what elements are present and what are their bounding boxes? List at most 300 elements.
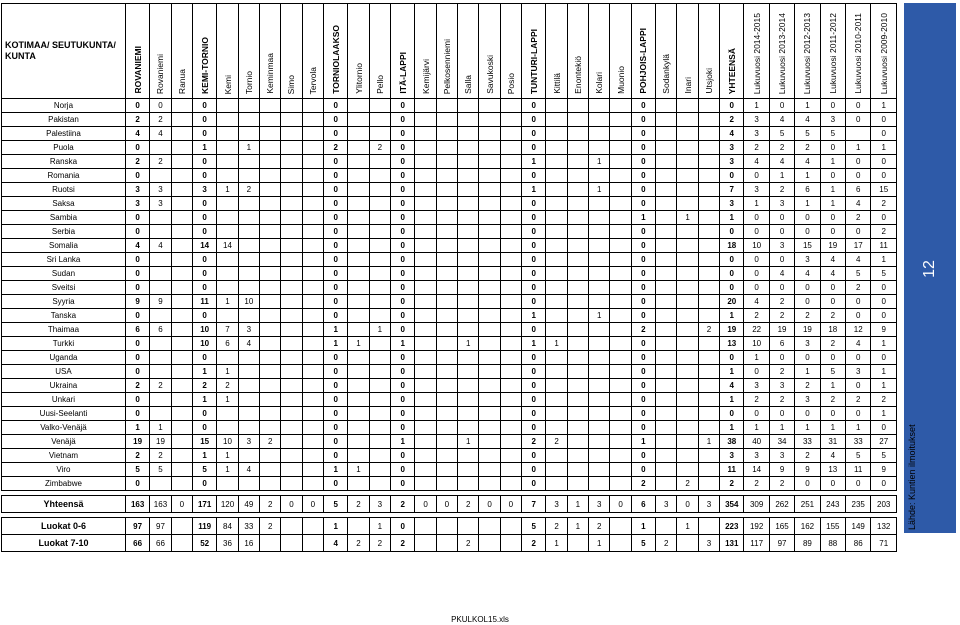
table-cell xyxy=(479,407,500,421)
table-cell: 0 xyxy=(192,267,216,281)
table-cell xyxy=(415,379,436,393)
table-cell: 0 xyxy=(631,379,655,393)
row-label: Ranska xyxy=(2,155,126,169)
table-cell xyxy=(260,295,281,309)
table-cell xyxy=(656,365,677,379)
table-cell: 1 xyxy=(546,337,567,351)
row-label: Sri Lanka xyxy=(2,253,126,267)
table-cell xyxy=(589,127,610,141)
row-label: Viro xyxy=(2,463,126,477)
table-cell: 97 xyxy=(769,535,794,552)
table-cell: 2 xyxy=(744,141,769,155)
table-cell xyxy=(171,155,192,169)
table-cell: 2 xyxy=(820,337,845,351)
table-cell xyxy=(415,113,436,127)
table-cell xyxy=(698,421,719,435)
table-cell xyxy=(369,365,390,379)
table-cell: 0 xyxy=(522,197,546,211)
table-cell xyxy=(698,351,719,365)
table-cell: 5 xyxy=(846,449,871,463)
table-cell xyxy=(698,99,719,113)
table-cell xyxy=(677,449,698,463)
table-cell: 9 xyxy=(125,295,149,309)
table-cell: 5 xyxy=(820,365,845,379)
table-cell: 0 xyxy=(631,281,655,295)
table-cell xyxy=(348,435,369,449)
table-cell xyxy=(369,463,390,477)
table-cell xyxy=(698,449,719,463)
table-cell xyxy=(479,169,500,183)
table-cell xyxy=(656,169,677,183)
table-cell: 19 xyxy=(795,323,820,337)
table-cell: 1 xyxy=(589,535,610,552)
table-cell: 0 xyxy=(391,113,415,127)
table-cell: 0 xyxy=(769,99,794,113)
table-cell: 3 xyxy=(698,496,719,513)
table-cell: 0 xyxy=(871,309,897,323)
table-cell xyxy=(500,267,521,281)
table-cell: 5 xyxy=(871,267,897,281)
table-cell: 2 xyxy=(348,535,369,552)
table-cell: 6 xyxy=(217,337,238,351)
table-row xyxy=(2,253,897,267)
table-cell: 0 xyxy=(846,407,871,421)
table-cell: 0 xyxy=(323,295,347,309)
table-cell: 0 xyxy=(522,421,546,435)
table-cell: 0 xyxy=(744,225,769,239)
table-cell: 6 xyxy=(125,323,149,337)
table-cell xyxy=(656,351,677,365)
table-cell: 3 xyxy=(769,449,794,463)
table-cell xyxy=(302,337,323,351)
table-cell: 3 xyxy=(125,197,149,211)
table-cell: 2 xyxy=(125,379,149,393)
table-cell: 2 xyxy=(323,141,347,155)
table-cell xyxy=(260,337,281,351)
table-cell: 3 xyxy=(192,183,216,197)
table-cell: 1 xyxy=(589,155,610,169)
table-cell: 4 xyxy=(846,253,871,267)
table-cell xyxy=(698,267,719,281)
table-cell: 19 xyxy=(150,435,171,449)
table-cell xyxy=(302,99,323,113)
table-cell xyxy=(589,351,610,365)
table-cell xyxy=(610,183,631,197)
table-cell xyxy=(546,127,567,141)
table-cell: 1 xyxy=(820,197,845,211)
table-cell: 0 xyxy=(391,211,415,225)
table-cell: 2 xyxy=(217,379,238,393)
table-cell xyxy=(348,477,369,491)
table-cell xyxy=(302,535,323,552)
table-cell: 0 xyxy=(125,309,149,323)
row-label: Luokat 0-6 xyxy=(2,518,126,535)
table-cell xyxy=(415,407,436,421)
table-cell: 0 xyxy=(795,225,820,239)
table-cell: 0 xyxy=(391,155,415,169)
table-cell: 0 xyxy=(391,197,415,211)
table-cell xyxy=(500,379,521,393)
table-cell xyxy=(281,351,302,365)
table-cell xyxy=(348,183,369,197)
table-cell: 0 xyxy=(391,351,415,365)
table-cell: 0 xyxy=(846,351,871,365)
table-cell xyxy=(171,463,192,477)
table-cell xyxy=(171,535,192,552)
table-cell xyxy=(479,253,500,267)
table-cell xyxy=(610,239,631,253)
table-cell: 0 xyxy=(631,253,655,267)
table-cell xyxy=(500,309,521,323)
table-cell xyxy=(479,225,500,239)
table-cell xyxy=(567,127,588,141)
table-cell: 4 xyxy=(323,535,347,552)
table-cell: 0 xyxy=(323,267,347,281)
table-cell xyxy=(479,463,500,477)
table-cell xyxy=(415,295,436,309)
table-cell xyxy=(171,183,192,197)
table-cell xyxy=(846,127,871,141)
table-cell xyxy=(610,463,631,477)
table-cell xyxy=(281,477,302,491)
table-cell xyxy=(500,99,521,113)
table-cell: 1 xyxy=(631,518,655,535)
table-cell: 1 xyxy=(795,99,820,113)
row-label: Serbia xyxy=(2,225,126,239)
table-cell xyxy=(567,379,588,393)
table-cell xyxy=(238,113,259,127)
table-cell xyxy=(415,155,436,169)
table-cell: 2 xyxy=(846,211,871,225)
table-cell xyxy=(436,225,457,239)
table-cell xyxy=(500,155,521,169)
table-cell xyxy=(171,365,192,379)
column-header: Muonio xyxy=(610,4,631,99)
table-cell xyxy=(698,211,719,225)
table-cell: 3 xyxy=(720,155,744,169)
table-cell: 1 xyxy=(522,155,546,169)
row-label: Yhteensä xyxy=(2,496,126,513)
table-cell: 0 xyxy=(150,99,171,113)
table-cell xyxy=(656,281,677,295)
table-cell xyxy=(610,421,631,435)
table-cell xyxy=(698,281,719,295)
table-cell: 4 xyxy=(150,127,171,141)
column-header: Tervola xyxy=(302,4,323,99)
table-cell xyxy=(281,309,302,323)
table-row xyxy=(2,463,897,477)
table-cell xyxy=(281,267,302,281)
table-cell: 2 xyxy=(522,535,546,552)
table-cell: 0 xyxy=(125,169,149,183)
table-cell xyxy=(217,225,238,239)
table-cell xyxy=(260,239,281,253)
column-header: Simo xyxy=(281,4,302,99)
table-cell xyxy=(656,477,677,491)
table-cell xyxy=(260,535,281,552)
table-cell xyxy=(479,127,500,141)
table-cell: 1 xyxy=(769,169,794,183)
table-cell xyxy=(415,477,436,491)
table-cell: 0 xyxy=(522,351,546,365)
table-cell: 27 xyxy=(871,435,897,449)
table-cell: 0 xyxy=(720,169,744,183)
table-cell: 1 xyxy=(871,141,897,155)
table-cell xyxy=(415,365,436,379)
table-row xyxy=(2,435,897,449)
table-cell xyxy=(698,337,719,351)
table-cell: 36 xyxy=(217,535,238,552)
table-cell: 2 xyxy=(260,435,281,449)
table-cell: 0 xyxy=(323,421,347,435)
table-cell: 0 xyxy=(192,407,216,421)
table-cell: 0 xyxy=(391,239,415,253)
table-cell xyxy=(479,141,500,155)
table-cell xyxy=(281,518,302,535)
table-cell: 1 xyxy=(871,99,897,113)
table-cell: 0 xyxy=(720,407,744,421)
table-cell: 0 xyxy=(522,141,546,155)
table-cell: 0 xyxy=(522,169,546,183)
table-cell: 1 xyxy=(217,295,238,309)
table-cell xyxy=(302,365,323,379)
table-cell: 3 xyxy=(769,239,794,253)
row-label: Venäjä xyxy=(2,435,126,449)
table-cell xyxy=(698,309,719,323)
table-cell: 2 xyxy=(720,113,744,127)
table-cell: 2 xyxy=(769,309,794,323)
table-cell: 1 xyxy=(150,421,171,435)
table-cell xyxy=(479,239,500,253)
table-cell: 165 xyxy=(769,518,794,535)
table-cell: 1 xyxy=(720,309,744,323)
table-cell: 33 xyxy=(238,518,259,535)
table-cell xyxy=(171,169,192,183)
table-cell: 0 xyxy=(871,113,897,127)
table-cell xyxy=(546,449,567,463)
table-cell: 4 xyxy=(769,155,794,169)
table-cell: 1 xyxy=(744,421,769,435)
table-cell: 3 xyxy=(150,197,171,211)
table-cell xyxy=(260,225,281,239)
table-cell: 0 xyxy=(631,365,655,379)
table-cell xyxy=(500,393,521,407)
table-cell: 0 xyxy=(522,449,546,463)
table-cell: 4 xyxy=(720,127,744,141)
table-cell xyxy=(677,295,698,309)
table-cell: 0 xyxy=(391,225,415,239)
table-cell: 0 xyxy=(871,351,897,365)
table-cell: 0 xyxy=(846,477,871,491)
table-cell xyxy=(610,295,631,309)
table-cell xyxy=(458,155,479,169)
table-cell xyxy=(369,267,390,281)
table-cell xyxy=(150,351,171,365)
table-cell: 1 xyxy=(820,183,845,197)
table-cell: 2 xyxy=(369,535,390,552)
table-cell: 6 xyxy=(769,337,794,351)
table-cell xyxy=(260,379,281,393)
table-cell xyxy=(150,169,171,183)
table-cell: 3 xyxy=(744,449,769,463)
table-cell xyxy=(677,379,698,393)
table-cell xyxy=(567,169,588,183)
table-cell: 0 xyxy=(391,127,415,141)
table-cell xyxy=(436,393,457,407)
table-cell: 0 xyxy=(125,337,149,351)
table-cell: 1 xyxy=(567,496,588,513)
table-cell: 1 xyxy=(192,449,216,463)
table-cell xyxy=(500,141,521,155)
table-cell xyxy=(458,379,479,393)
table-cell: 1 xyxy=(795,421,820,435)
table-cell: 0 xyxy=(415,496,436,513)
table-cell xyxy=(369,99,390,113)
column-header: POHJOIS-LAPPI xyxy=(631,4,655,99)
table-cell: 2 xyxy=(631,323,655,337)
table-cell xyxy=(369,253,390,267)
row-label: Sambia xyxy=(2,211,126,225)
table-cell: 0 xyxy=(769,281,794,295)
column-header: Lukuvuosi 2013-2014 xyxy=(769,4,794,99)
table-cell xyxy=(238,449,259,463)
table-cell: 2 xyxy=(192,379,216,393)
table-cell: 11 xyxy=(192,295,216,309)
table-cell: 0 xyxy=(192,477,216,491)
table-cell: 9 xyxy=(795,463,820,477)
table-cell: 235 xyxy=(846,496,871,513)
table-cell: 7 xyxy=(720,183,744,197)
table-cell xyxy=(150,337,171,351)
table-cell: 1 xyxy=(589,183,610,197)
table-cell: 89 xyxy=(795,535,820,552)
table-cell: 4 xyxy=(744,295,769,309)
table-cell: 0 xyxy=(125,393,149,407)
table-cell xyxy=(436,421,457,435)
table-cell xyxy=(656,99,677,113)
table-cell: 0 xyxy=(871,127,897,141)
table-cell: 19 xyxy=(720,323,744,337)
table-cell xyxy=(260,155,281,169)
table-cell: 11 xyxy=(846,463,871,477)
table-row xyxy=(2,393,897,407)
table-cell xyxy=(656,393,677,407)
table-cell xyxy=(546,407,567,421)
table-cell xyxy=(589,449,610,463)
table-cell: 0 xyxy=(323,379,347,393)
table-cell: 0 xyxy=(677,496,698,513)
table-cell xyxy=(458,463,479,477)
table-cell xyxy=(171,337,192,351)
table-cell xyxy=(479,421,500,435)
table-cell: 2 xyxy=(238,183,259,197)
table-row xyxy=(2,183,897,197)
statistics-table xyxy=(1,3,897,552)
table-cell xyxy=(458,253,479,267)
table-cell xyxy=(567,477,588,491)
table-cell xyxy=(281,407,302,421)
table-cell: 14 xyxy=(744,463,769,477)
table-cell xyxy=(260,407,281,421)
table-cell xyxy=(436,211,457,225)
table-cell: 97 xyxy=(150,518,171,535)
table-cell xyxy=(260,113,281,127)
table-cell xyxy=(436,535,457,552)
table-cell: 0 xyxy=(522,113,546,127)
table-cell xyxy=(260,281,281,295)
table-cell: 3 xyxy=(589,496,610,513)
table-cell xyxy=(260,197,281,211)
table-cell xyxy=(369,379,390,393)
table-cell: 0 xyxy=(631,141,655,155)
table-cell: 0 xyxy=(323,113,347,127)
table-cell: 2 xyxy=(871,225,897,239)
table-cell xyxy=(698,393,719,407)
table-cell: 3 xyxy=(769,379,794,393)
table-cell xyxy=(171,267,192,281)
table-cell: 0 xyxy=(631,393,655,407)
table-cell: 4 xyxy=(150,239,171,253)
table-cell xyxy=(415,323,436,337)
table-cell xyxy=(281,183,302,197)
table-cell: 0 xyxy=(631,421,655,435)
table-cell: 0 xyxy=(744,267,769,281)
table-cell xyxy=(415,239,436,253)
table-cell xyxy=(217,309,238,323)
table-cell: 9 xyxy=(871,463,897,477)
table-cell: 10 xyxy=(238,295,259,309)
table-cell: 0 xyxy=(391,183,415,197)
table-cell: 5 xyxy=(820,127,845,141)
table-cell xyxy=(698,197,719,211)
table-cell xyxy=(171,449,192,463)
table-cell: 10 xyxy=(744,337,769,351)
table-cell xyxy=(567,463,588,477)
table-cell xyxy=(589,253,610,267)
table-cell xyxy=(698,113,719,127)
table-cell xyxy=(567,253,588,267)
table-cell xyxy=(567,309,588,323)
table-cell: 4 xyxy=(795,113,820,127)
table-cell: 119 xyxy=(192,518,216,535)
table-cell xyxy=(171,351,192,365)
table-cell xyxy=(302,225,323,239)
table-cell: 1 xyxy=(744,99,769,113)
table-cell xyxy=(698,477,719,491)
table-cell: 10 xyxy=(744,239,769,253)
table-cell: 251 xyxy=(795,496,820,513)
table-cell: 0 xyxy=(522,253,546,267)
table-cell xyxy=(479,323,500,337)
table-cell xyxy=(369,169,390,183)
table-cell: 0 xyxy=(744,253,769,267)
table-cell: 203 xyxy=(871,496,897,513)
table-cell xyxy=(589,365,610,379)
table-cell: 0 xyxy=(631,155,655,169)
table-cell xyxy=(677,225,698,239)
table-cell: 1 xyxy=(323,337,347,351)
table-cell: 2 xyxy=(150,155,171,169)
column-header: Tornio xyxy=(238,4,259,99)
table-cell xyxy=(656,225,677,239)
table-cell: 0 xyxy=(391,253,415,267)
table-cell: 2 xyxy=(546,435,567,449)
table-cell xyxy=(589,211,610,225)
table-cell xyxy=(500,535,521,552)
table-cell: 0 xyxy=(192,155,216,169)
table-cell xyxy=(567,323,588,337)
table-cell xyxy=(436,351,457,365)
